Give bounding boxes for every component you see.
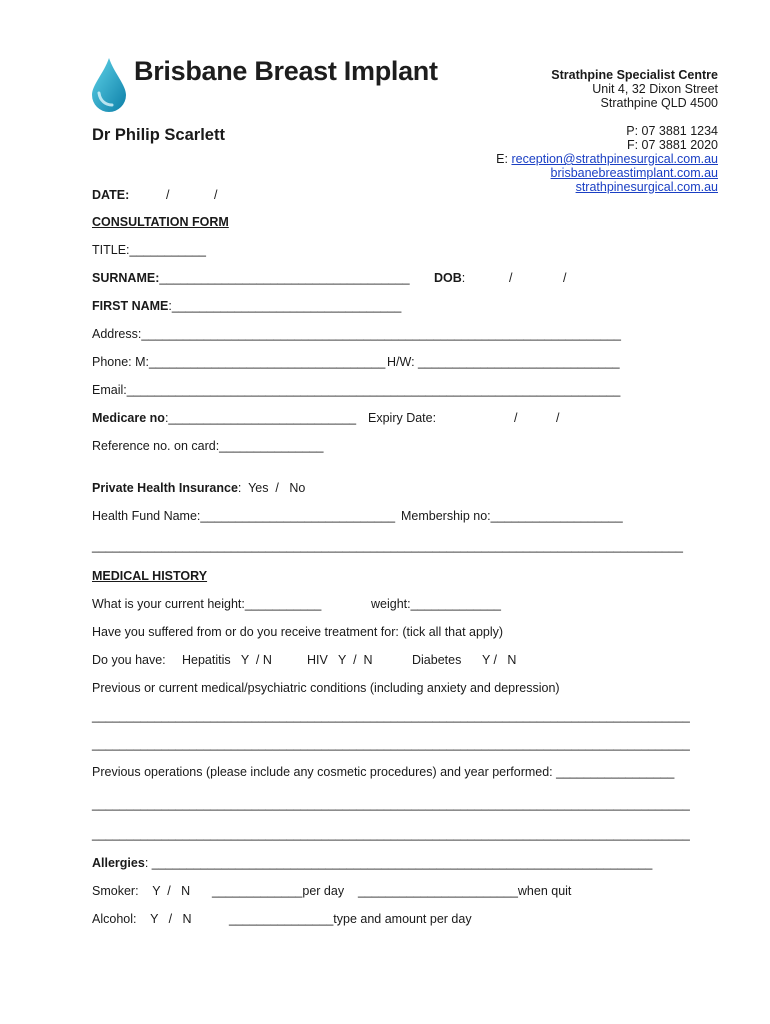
logo-drop-icon (90, 57, 128, 113)
alcohol-option[interactable]: Alcohol: Y / N (92, 912, 192, 926)
health-fund-name-field[interactable]: Health Fund Name:____________________________ (92, 509, 396, 523)
hepatitis-option[interactable]: Hepatitis Y / N (182, 653, 272, 667)
dob-field[interactable] (434, 271, 465, 286)
height-field[interactable]: What is your current height:___________ (92, 597, 322, 611)
fax-number: F: 07 3881 2020 (626, 138, 718, 152)
expiry-date-label: Expiry Date: (368, 411, 437, 425)
smoker-when-quit-field[interactable]: _______________________when quit (358, 884, 572, 898)
first-name-line: :_________________________________ (168, 299, 402, 313)
conditions-question: Previous or current medical/psychiatric conditions (including anxiety and depression) (92, 681, 560, 695)
address-line-1: Unit 4, 32 Dixon Street (592, 82, 718, 96)
conditions-line-2[interactable]: ______________________________________________________________________________________ (92, 737, 690, 751)
do-you-have-label: Do you have: (92, 653, 166, 667)
title-field[interactable]: TITLE:___________ (92, 243, 206, 257)
expiry-separator-1: / (514, 411, 518, 425)
membership-field[interactable]: Membership no:___________________ (401, 509, 623, 523)
clinic-name: Strathpine Specialist Centre (551, 68, 718, 82)
hiv-option[interactable]: HIV Y / N (307, 653, 373, 667)
email-prefix: E: (496, 152, 512, 166)
allergies-field[interactable] (92, 856, 652, 871)
date-separator-2: / (214, 188, 218, 202)
mobile-phone-field[interactable]: Phone: M:__________________________________ (92, 355, 386, 369)
private-health-insurance[interactable] (92, 481, 305, 496)
email-field[interactable]: Email:_______________________________________________________________________ (92, 383, 621, 397)
dob-separator-1: / (509, 271, 513, 285)
logo-text: Brisbane Breast Implant (134, 56, 438, 86)
smoker-option[interactable]: Smoker: Y / N (92, 884, 191, 898)
allergies-label: Allergies (92, 856, 145, 870)
home-work-phone-field[interactable]: H/W: _____________________________ (387, 355, 620, 369)
phi-options: : Yes / No (237, 481, 306, 495)
weight-field[interactable]: weight:_____________ (371, 597, 501, 611)
treatment-question: Have you suffered from or do you receive treatment for: (tick all that apply) (92, 625, 504, 639)
dob-separator-2: / (563, 271, 567, 285)
phone-number: P: 07 3881 1234 (626, 124, 718, 138)
address-field[interactable]: Address:_____________________________________________________________________ (92, 327, 622, 341)
medicare-line: :___________________________ (164, 411, 357, 425)
surname-line: ____________________________________ (159, 271, 410, 285)
section-divider: _____________________________________________________________________________________ (92, 539, 683, 553)
medical-history-title: MEDICAL HISTORY (92, 569, 208, 583)
dob-label: DOB (434, 271, 462, 285)
first-name-field[interactable] (92, 299, 401, 314)
medicare-label: Medicare no (92, 411, 165, 425)
conditions-line-1[interactable]: ______________________________________________________________________________________ (92, 709, 690, 723)
first-name-label: FIRST NAME (92, 299, 169, 313)
smoker-per-day-field[interactable]: _____________per day (212, 884, 345, 898)
date-label: DATE: (92, 188, 130, 202)
alcohol-amount-field[interactable]: _______________type and amount per day (229, 912, 472, 926)
address-line-2: Strathpine QLD 4500 (600, 96, 718, 110)
surname-label: SURNAME: (92, 271, 160, 285)
operations-question[interactable]: Previous operations (please include any cosmetic procedures) and year performed: _________________ (92, 765, 675, 779)
medicare-field[interactable] (92, 411, 356, 426)
website-link-1[interactable]: brisbanebreastimplant.com.au (550, 166, 718, 180)
website-link-2[interactable]: strathpinesurgical.com.au (575, 180, 718, 194)
expiry-separator-2: / (556, 411, 560, 425)
surname-field[interactable] (92, 271, 410, 286)
email-link[interactable]: reception@strathpinesurgical.com.au (511, 152, 718, 166)
email-line (496, 152, 718, 166)
phi-label: Private Health Insurance (92, 481, 238, 495)
doctor-name: Dr Philip Scarlett (92, 126, 225, 144)
form-title: CONSULTATION FORM (92, 215, 229, 229)
dob-colon: : (461, 271, 466, 285)
operations-line-1[interactable]: ______________________________________________________________________________________ (92, 797, 690, 811)
date-separator-1: / (166, 188, 170, 202)
reference-field[interactable]: Reference no. on card:_______________ (92, 439, 324, 453)
diabetes-option[interactable]: Diabetes Y / N (412, 653, 517, 667)
allergies-line: : ________________________________________________________________________ (144, 856, 653, 870)
operations-line-2[interactable]: ______________________________________________________________________________________ (92, 827, 690, 841)
